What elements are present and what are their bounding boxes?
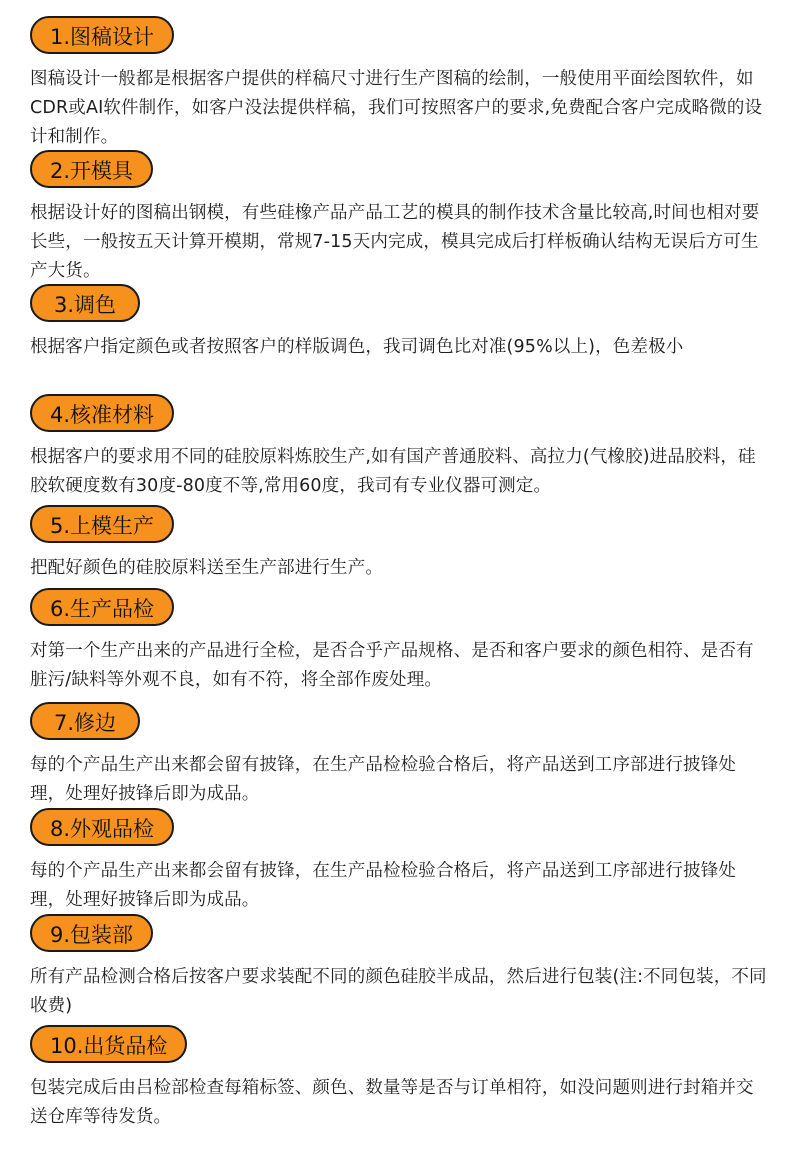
section-text: 包装完成后由吕检部检查每箱标签、颜色、数量等是否与订单相符，如没问题则进行封箱并交送仓库等待发货。 xyxy=(30,1078,754,1127)
section-material xyxy=(30,394,770,501)
section-color xyxy=(30,284,770,362)
section-production-inspection xyxy=(30,588,770,695)
section-text: 根据客户指定颜色或者按照客户的样版调色，我司调色比对准(95%以上)，色差极小 xyxy=(30,337,684,357)
section-appearance-inspection xyxy=(30,808,770,915)
section-title: 4.核准材料 xyxy=(30,394,174,432)
section-title: 3.调色 xyxy=(30,284,140,322)
section-trimming xyxy=(30,702,770,809)
section-text: 每的个产品生产出来都会留有披锋，在生产品检检验合格后，将产品送到工序部进行披锋处理，处理好披锋后即为成品。 xyxy=(30,755,736,804)
section-design xyxy=(30,16,770,152)
section-title: 9.包装部 xyxy=(30,914,153,952)
section-text: 所有产品检测合格后按客户要求装配不同的颜色硅胶半成品，然后进行包装(注:不同包装，不同收费) xyxy=(30,967,767,1016)
section-text: 把配好颜色的硅胶原料送至生产部进行生产。 xyxy=(30,558,383,578)
section-production xyxy=(30,505,770,583)
section-mold xyxy=(30,150,770,286)
section-title: 2.开模具 xyxy=(30,150,153,188)
section-title: 7.修边 xyxy=(30,702,140,740)
section-text: 每的个产品生产出来都会留有披锋，在生产品检检验合格后，将产品送到工序部进行披锋处理，处理好披锋后即为成品。 xyxy=(30,861,736,910)
section-text: 根据客户的要求用不同的硅胶原料炼胶生产,如有国产普通胶料、高拉力(气橡胶)进品胶料，硅胶软硬度数有30度-80度不等,常用60度，我司有专业仪器可测定。 xyxy=(30,447,756,496)
section-text: 根据设计好的图稿出钢模，有些硅橡产品产品工艺的模具的制作技术含量比较高,时间也相对要长些，一般按五天计算开模期，常规7-15天内完成，模具完成后打样板确认结构无误后方可生产大货。 xyxy=(30,203,760,281)
section-title: 10.出货品检 xyxy=(30,1025,187,1063)
section-title: 8.外观品检 xyxy=(30,808,174,846)
section-title: 6.生产品检 xyxy=(30,588,174,626)
section-text: 图稿设计一般都是根据客户提供的样稿尺寸进行生产图稿的绘制，一般使用平面绘图软件，如CDR或AI软件制作，如客户没法提供样稿，我们可按照客户的要求,免费配合客户完成略微的设计和制作。 xyxy=(30,69,763,147)
section-shipping-inspection xyxy=(30,1025,770,1132)
section-title: 5.上模生产 xyxy=(30,505,174,543)
section-text: 对第一个生产出来的产品进行全检，是否合乎产品规格、是否和客户要求的颜色相符、是否有脏污/缺料等外观不良，如有不符，将全部作废处理。 xyxy=(30,641,754,690)
section-packaging xyxy=(30,914,770,1021)
section-title: 1.图稿设计 xyxy=(30,16,174,54)
